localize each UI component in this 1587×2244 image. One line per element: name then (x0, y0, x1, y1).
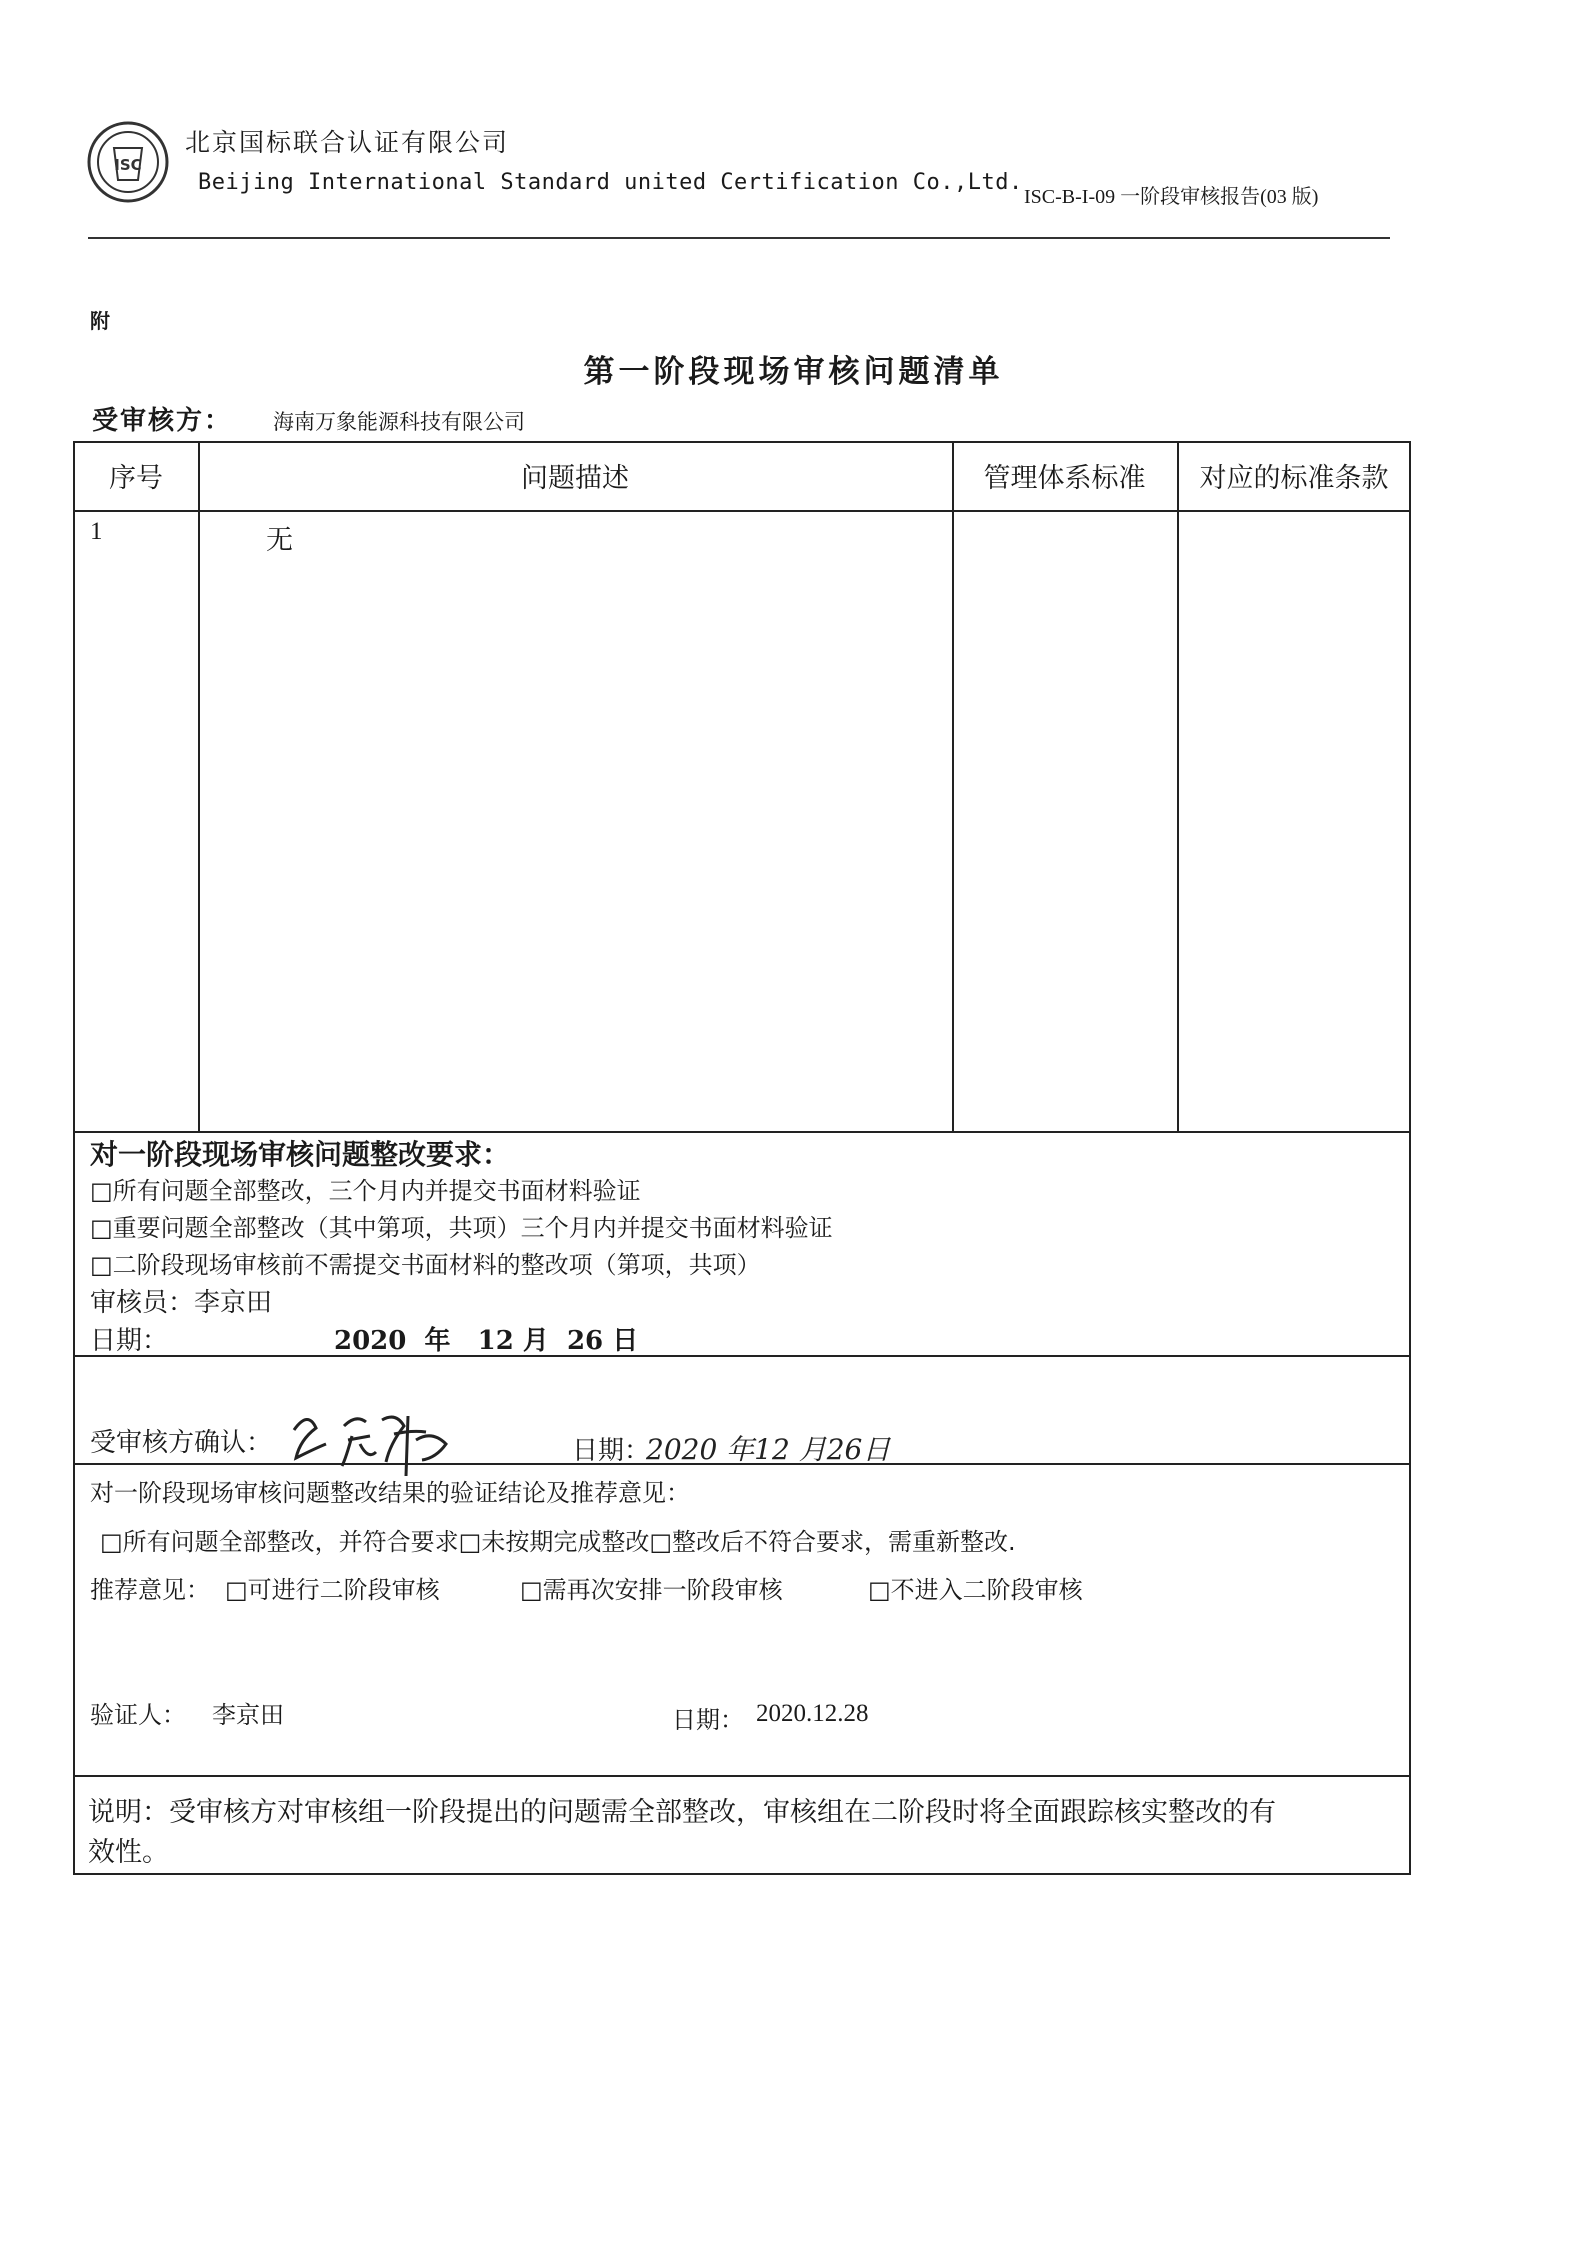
verifier-name: 李京田 (212, 1701, 284, 1729)
rectification-date-label: 日期： (90, 1326, 169, 1356)
rectification-date-value: 2020 年 12 月 26 日 (334, 1326, 639, 1356)
page-title: 第一阶段现场审核问题清单 (583, 354, 1004, 390)
verification-heading: 对一阶段现场审核问题整改结果的验证结论及推荐意见： (90, 1479, 690, 1507)
col-divider-1 (198, 442, 200, 1132)
col-divider-3 (1177, 442, 1179, 1132)
verifier-label: 验证人： (90, 1701, 186, 1729)
recommend-label: 推荐意见： (90, 1576, 210, 1604)
auditee-label: 受审核方： (92, 406, 233, 436)
rectification-option-1: □所有问题全部整改，三个月内并提交书面材料验证 (90, 1177, 641, 1205)
auditee-value: 海南万象能源科技有限公司 (273, 410, 525, 434)
col-header-no: 序号 (109, 463, 163, 494)
col-header-clause: 对应的标准条款 (1199, 463, 1389, 494)
row-1-description: 无 (266, 525, 293, 556)
document-code: ISC-B-I-09 一阶段审核报告(03 版) (1024, 186, 1319, 208)
confirmation-date-value: 2020 年12 月26日 (646, 1433, 891, 1466)
company-name-en: Beijing International Standard united Certification Co.,Ltd. (198, 170, 1023, 195)
confirmation-label: 受审核方确认： (90, 1428, 273, 1458)
section-divider-2 (74, 1355, 1410, 1357)
confirmation-date-label: 日期： (572, 1436, 651, 1466)
appendix-label: 附 (90, 309, 110, 333)
note-line-1: 说明：受审核方对审核组一阶段提出的问题需全部整改，审核组在二阶段时将全面跟踪核实整改的有 (88, 1797, 1276, 1828)
section-divider-4 (74, 1775, 1410, 1777)
logo-text: ISC (114, 156, 142, 174)
rectification-option-3: □二阶段现场审核前不需提交书面材料的整改项（第项，共项） (90, 1251, 761, 1279)
verification-date-label: 日期： (672, 1706, 744, 1734)
col-divider-2 (952, 442, 954, 1132)
note-line-2: 效性。 (88, 1837, 169, 1868)
col-header-description: 问题描述 (521, 463, 629, 494)
recommend-option-2: □需再次安排一阶段审核 (520, 1576, 783, 1604)
auditee-signature (286, 1400, 466, 1480)
rectification-option-2: □重要问题全部整改（其中第项，共项）三个月内并提交书面材料验证 (90, 1214, 833, 1242)
header-divider (88, 237, 1390, 239)
auditor-line: 审核员：李京田 (90, 1288, 273, 1318)
header-row-divider (74, 510, 1410, 512)
recommend-option-3: □不进入二阶段审核 (868, 1576, 1083, 1604)
recommend-option-1: □可进行二阶段审核 (225, 1576, 440, 1604)
rectification-heading: 对一阶段现场审核问题整改要求： (90, 1138, 511, 1171)
verification-options: □所有问题全部整改，并符合要求□未按期完成整改□整改后不符合要求，需重新整改. (100, 1528, 1016, 1556)
col-header-standard: 管理体系标准 (983, 463, 1146, 494)
isc-logo (86, 120, 170, 204)
company-name-cn: 北京国标联合认证有限公司 (185, 128, 510, 157)
row-1-no: 1 (90, 518, 103, 545)
verification-date-value: 2020.12.28 (756, 1700, 869, 1727)
